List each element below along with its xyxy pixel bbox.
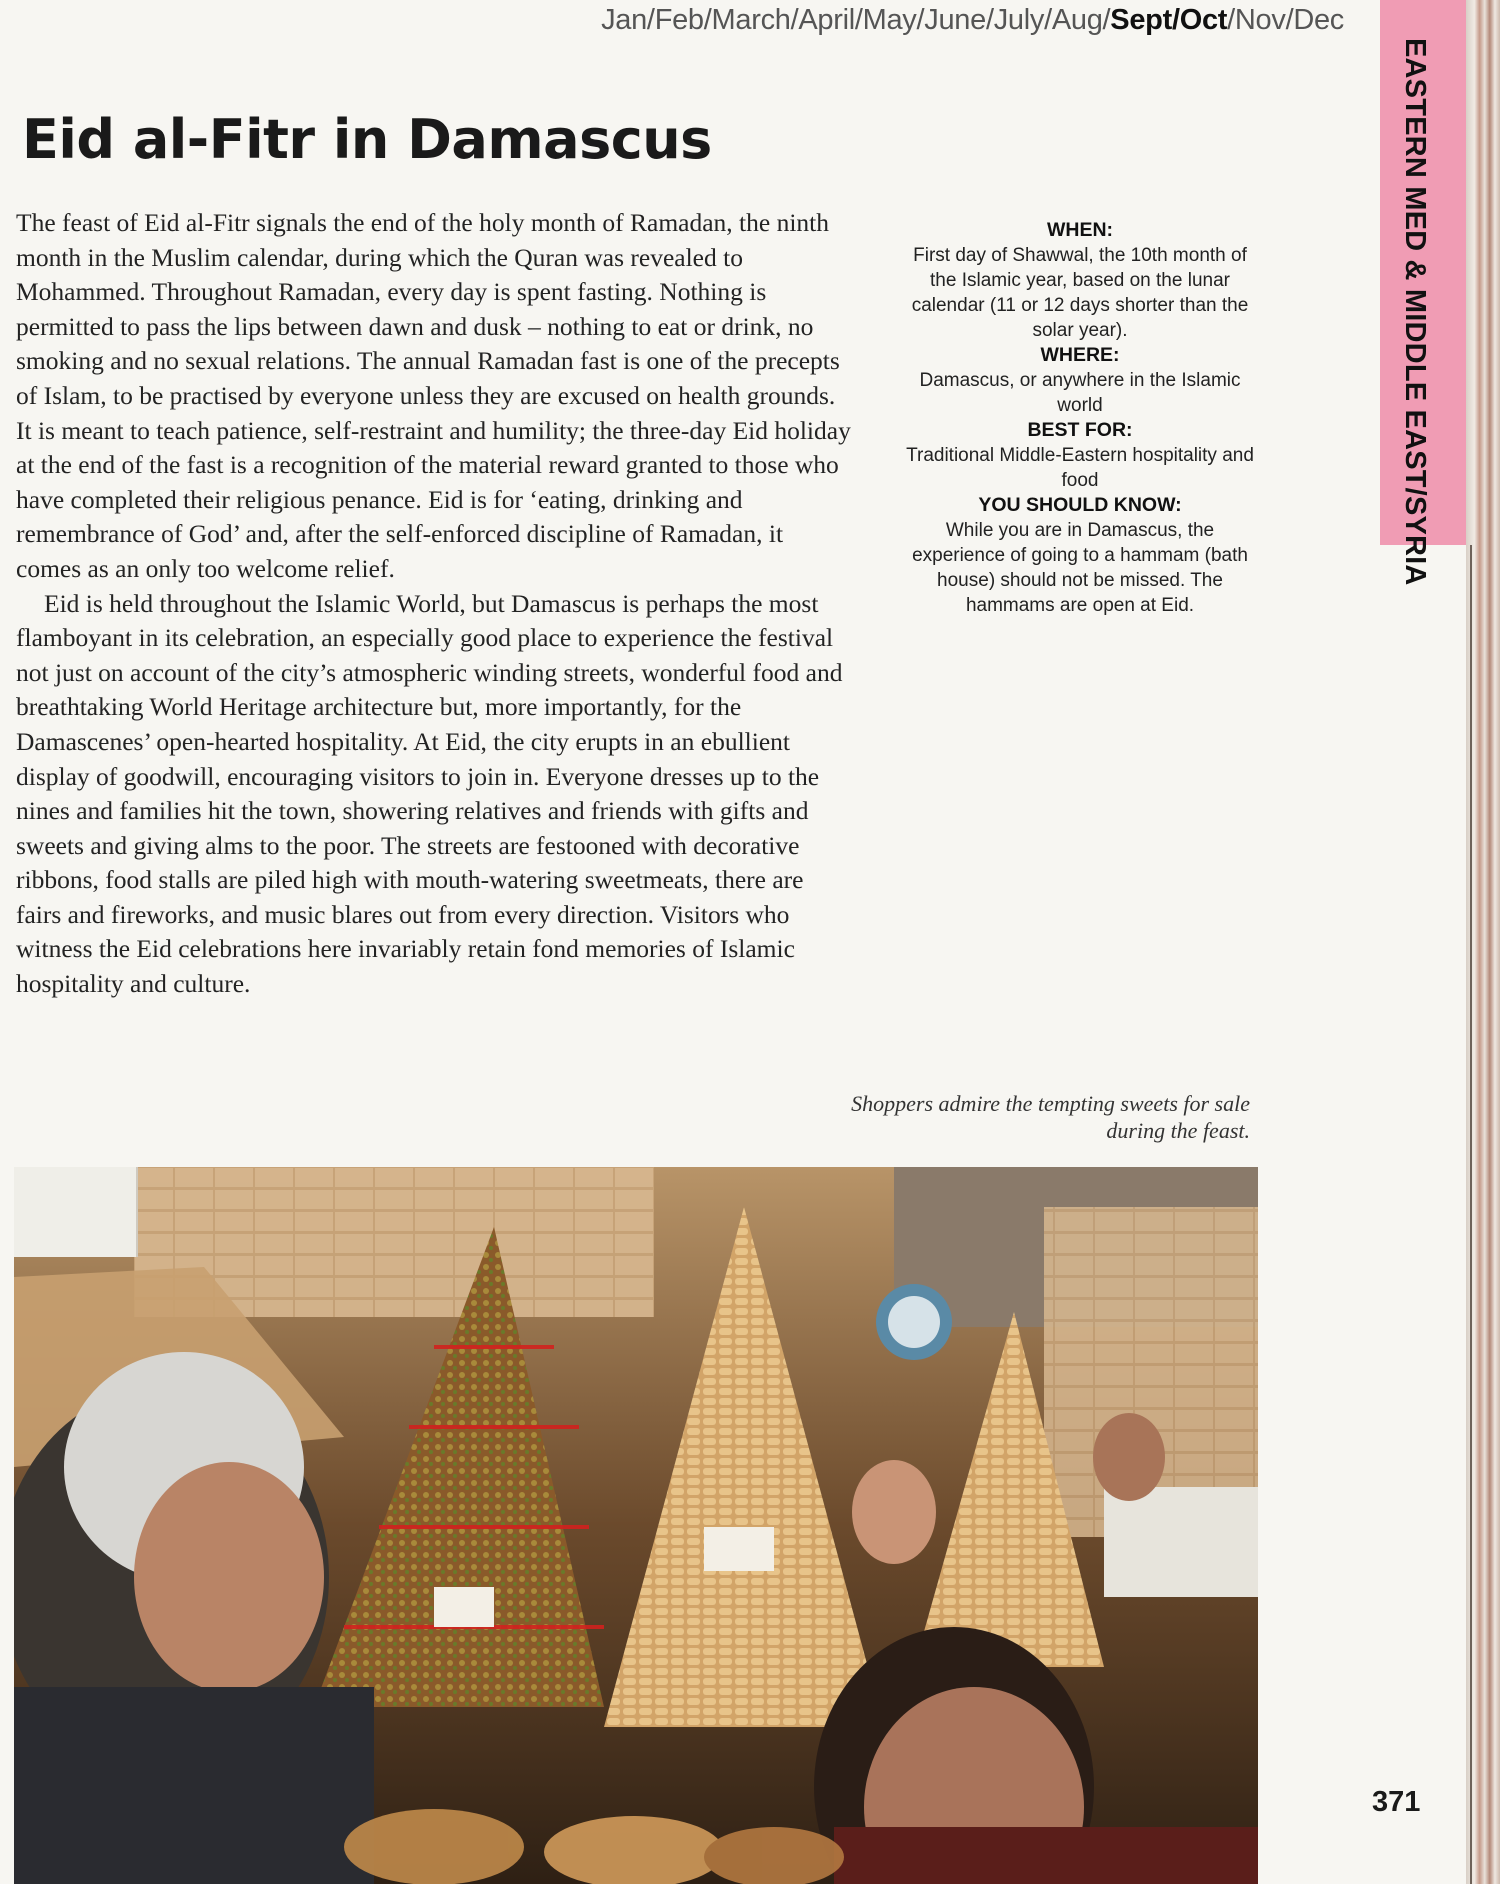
fact-label-you-should-know: YOU SHOULD KNOW: bbox=[978, 494, 1182, 516]
arabic-price-sign bbox=[14, 1167, 138, 1257]
fact-box bbox=[900, 218, 1260, 618]
section-tab bbox=[1380, 0, 1468, 586]
fact-label-where: WHERE: bbox=[1040, 344, 1120, 366]
section-tab-label: EASTERN MED & MIDDLE EAST/SYRIA bbox=[1399, 38, 1431, 586]
fact-label-best-for: BEST FOR: bbox=[1027, 419, 1133, 441]
photo-caption: Shoppers admire the tempting sweets for sale during the feast. bbox=[851, 1091, 1250, 1143]
market-photo bbox=[14, 1167, 1258, 1884]
months-after: /Nov/Dec bbox=[1227, 4, 1344, 36]
article-title: Eid al-Fitr in Damascus bbox=[22, 108, 712, 171]
fact-value-when: First day of Shawwal, the 10th month of the Islamic year, based on the lunar calendar (11 or 12 days shorter than the solar year). bbox=[911, 245, 1249, 341]
fact-value-where: Damascus, or anywhere in the Islamic world bbox=[919, 370, 1241, 416]
months-highlight: Sept/Oct bbox=[1110, 4, 1228, 36]
page-gutter-line bbox=[1470, 545, 1472, 1884]
article-body bbox=[16, 206, 854, 1002]
article-paragraph-2: Eid is held throughout the Islamic World, but Damascus is perhaps the most flamboyant in its celebration, an especially good place to experience the festival not just on account of the city’s atmospheric winding streets, wonderful food and breathtaking World Heritage architecture but, more importantly, for the Damascenes’ open-hearted hospitality. At Eid, the city erupts in an ebullient display of goodwill, encouraging visitors to join in. Everyone dresses up to the nines and families hit the town, showering relatives and friends with gifts and sweets and giving alms to the poor. The streets are festooned with decorative ribbons, food stalls are piled high with mouth-watering sweetmeats, there are fairs and fireworks, and music blares out from every direction. Visitors who witness the Eid celebrations here invariably retain fond memories of Islamic hospitality and culture. bbox=[16, 588, 843, 999]
fact-label-when: WHEN: bbox=[1046, 219, 1114, 241]
fact-value-you-should-know: While you are in Damascus, the experience of going to a hammam (bath house) should not be missed. The hammams are open at Eid. bbox=[912, 520, 1248, 616]
months-before: Jan/Feb/March/April/May/June/July/Aug/ bbox=[601, 4, 1111, 36]
article-paragraph-1: The feast of Eid al-Fitr signals the end of the holy month of Ramadan, the ninth month in the Muslim calendar, during which the Quran was revealed to Mohammed. Throughout Ramadan, every day is spent fasting. Nothing is permitted to pass the lips between dawn and dusk – nothing to eat or drink, no smoking and no sexual relations. The annual Ramadan fast is one of the precepts of Islam, to be practised by everyone unless they are excused on health grounds. It is meant to teach patience, self-restraint and humility; the three-day Eid holiday at the end of the fast is a recognition of the material reward granted to those who have completed their religious penance. Eid is for ‘eating, drinking and remembrance of God’ and, after the self-enforced discipline of Ramadan, it comes as an only too welcome relief. bbox=[16, 208, 851, 583]
fact-value-best-for: Traditional Middle-Eastern hospitality and food bbox=[906, 445, 1254, 491]
page-number: 371 bbox=[1372, 1786, 1421, 1818]
market-photo-illustration bbox=[14, 1167, 1258, 1884]
month-strip bbox=[601, 4, 1344, 37]
